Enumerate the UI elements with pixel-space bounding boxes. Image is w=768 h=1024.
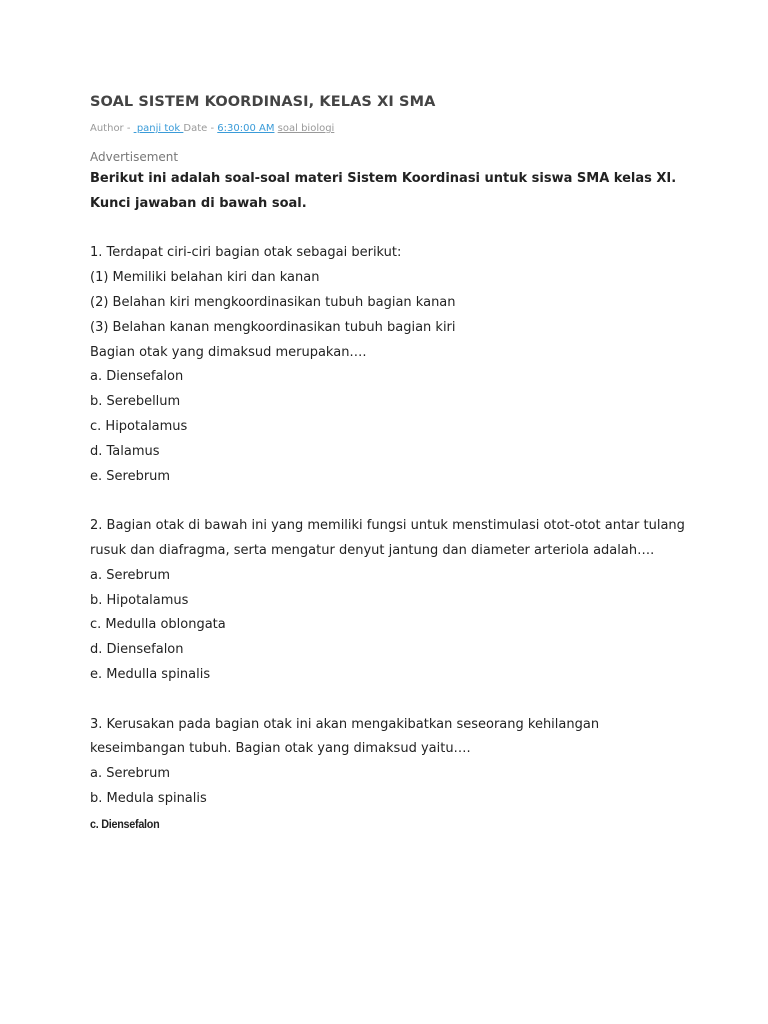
statement-3: (3) Belahan kanan mengkoordinasikan tubuh bagian kiri (90, 319, 456, 335)
option-a: a. Diensefalon (90, 369, 184, 385)
post-content (90, 92, 690, 838)
question-stem: 2. Bagian otak di bawah ini yang memiliki fungsi untuk menstimulasi otot-otot antar tulang rusuk dan diafragma, serta mengatur denyut jantung dan diameter arteriola adalah…. (90, 518, 685, 558)
option-c: c. Diensefalon (90, 816, 160, 831)
question-stem: 1. Terdapat ciri-ciri bagian otak sebagai berikut: (90, 245, 402, 261)
option-b: b. Hipotalamus (90, 592, 189, 608)
intro (90, 167, 690, 217)
spacer (90, 489, 690, 514)
spacer (90, 688, 690, 713)
question-stem: 3. Kerusakan pada bagian otak ini akan mengakibatkan seseorang kehilangan keseimbangan tubuh. Bagian otak yang dimaksud yaitu…. (90, 716, 600, 757)
option-a: a. Serebrum (90, 567, 171, 583)
option-a: a. Serebrum (90, 766, 171, 782)
category-link[interactable]: soal biologi (277, 123, 335, 134)
option-b: b. Serebellum (90, 394, 181, 410)
post-title: SOAL SISTEM KOORDINASI, KELAS XI SMA (90, 94, 436, 110)
author-prefix: Author - (90, 123, 134, 134)
intro-line-2: Kunci jawaban di bawah soal. (90, 195, 307, 211)
advertisement-label: Advertisement (90, 150, 179, 164)
question-3 (90, 713, 690, 838)
option-c: c. Medulla oblongata (90, 617, 226, 633)
option-b: b. Medula spinalis (90, 790, 207, 806)
option-e: e. Medulla spinalis (90, 666, 211, 682)
statement-2: (2) Belahan kiri mengkoordinasikan tubuh bagian kanan (90, 294, 456, 310)
spacer (90, 217, 690, 242)
time-link[interactable]: 6:30:00 AM (217, 123, 275, 134)
post-meta (90, 122, 690, 136)
post-body (90, 167, 690, 838)
option-d: d. Diensefalon (90, 642, 184, 658)
author-link[interactable]: panji tok (133, 123, 184, 134)
option-c-wrapper (90, 812, 690, 838)
question-ask: Bagian otak yang dimaksud merupakan…. (90, 344, 367, 360)
question-2 (90, 514, 690, 688)
date-prefix: Date - (183, 123, 218, 134)
statement-1: (1) Memiliki belahan kiri dan kanan (90, 270, 320, 286)
option-c: c. Hipotalamus (90, 418, 188, 434)
intro-line-1: Berikut ini adalah soal-soal materi Sistem Koordinasi untuk siswa SMA kelas XI. (90, 171, 677, 186)
option-e: e. Serebrum (90, 468, 171, 484)
option-d: d. Talamus (90, 443, 160, 459)
question-1 (90, 241, 690, 489)
